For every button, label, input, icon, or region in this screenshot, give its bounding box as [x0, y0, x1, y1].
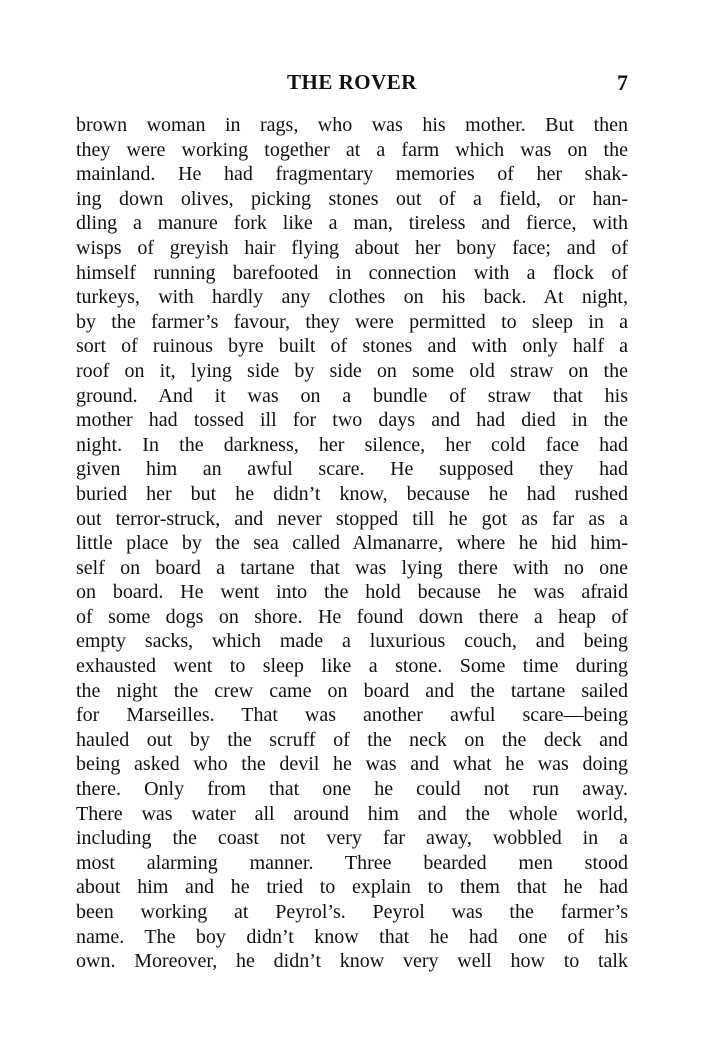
text-line: own. Moreover, he didn’t know very well how to talk — [76, 950, 628, 973]
text-line: mainland. He had fragmentary memories of her shak- — [76, 163, 628, 186]
text-line: out terror-struck, and never stopped till he got as far as a — [76, 507, 628, 530]
text-line: on board. He went into the hold because he was afraid — [76, 581, 628, 604]
text-line: of some dogs on shore. He found down there a heap of — [76, 605, 628, 628]
text-line: exhausted went to sleep like a stone. Some time during — [76, 655, 628, 678]
text-line: been working at Peyrol’s. Peyrol was the farmer’s — [76, 901, 628, 923]
text-line: roof on it, lying side by side on some old straw on the — [76, 359, 628, 382]
text-line: himself running barefooted in connection with a flock of — [76, 261, 628, 284]
text-line: being asked who the devil he was and what he was doing — [76, 753, 628, 776]
text-line: empty sacks, which made a luxurious couch, and being — [76, 630, 628, 653]
text-line: buried her but he didn’t know, because he had rushed — [76, 482, 628, 505]
running-header — [76, 70, 628, 100]
text-line: turkeys, with hardly any clothes on his back. At night, — [76, 286, 628, 309]
text-line: name. The boy didn’t know that he had one of his — [76, 925, 628, 948]
text-line: including the coast not very far away, wobbled in a — [76, 827, 628, 850]
text-line: by the farmer’s favour, they were permitted to sleep in a — [76, 310, 628, 333]
text-line: dling a manure fork like a man, tireless and fierce, with — [76, 212, 628, 235]
text-line: the night the crew came on board and the tartane sailed — [76, 679, 628, 702]
text-line: ing down olives, picking stones out of a field, or han- — [76, 187, 628, 210]
text-line: there. Only from that one he could not run away. — [76, 778, 628, 801]
text-line: wisps of greyish hair flying about her bony face; and of — [76, 236, 628, 259]
text-line: night. In the darkness, her silence, her cold face had — [76, 433, 628, 456]
text-line: about him and he tried to explain to them that he had — [76, 876, 628, 899]
text-line: little place by the sea called Almanarre, where he hid him- — [76, 532, 628, 555]
text-line: mother had tossed ill for two days and had died in the — [76, 409, 628, 432]
text-line: hauled out by the scruff of the neck on the deck and — [76, 728, 628, 751]
text-line: most alarming manner. Three bearded men stood — [76, 851, 628, 874]
running-title: THE ROVER — [287, 70, 417, 94]
text-line: self on board a tartane that was lying there with no one — [76, 556, 628, 579]
text-line: for Marseilles. That was another awful scare—being — [76, 704, 628, 727]
body-text — [76, 113, 628, 974]
text-line: brown woman in rags, who was his mother. But then — [76, 114, 628, 136]
text-line: they were working together at a farm which was on the — [76, 138, 628, 161]
text-line: There was water all around him and the whole world, — [76, 802, 628, 825]
text-line: ground. And it was on a bundle of straw that his — [76, 384, 628, 407]
text-line: sort of ruinous byre built of stones and with only half a — [76, 335, 628, 358]
text-line: given him an awful scare. He supposed they had — [76, 458, 628, 481]
page-number: 7 — [617, 70, 628, 95]
